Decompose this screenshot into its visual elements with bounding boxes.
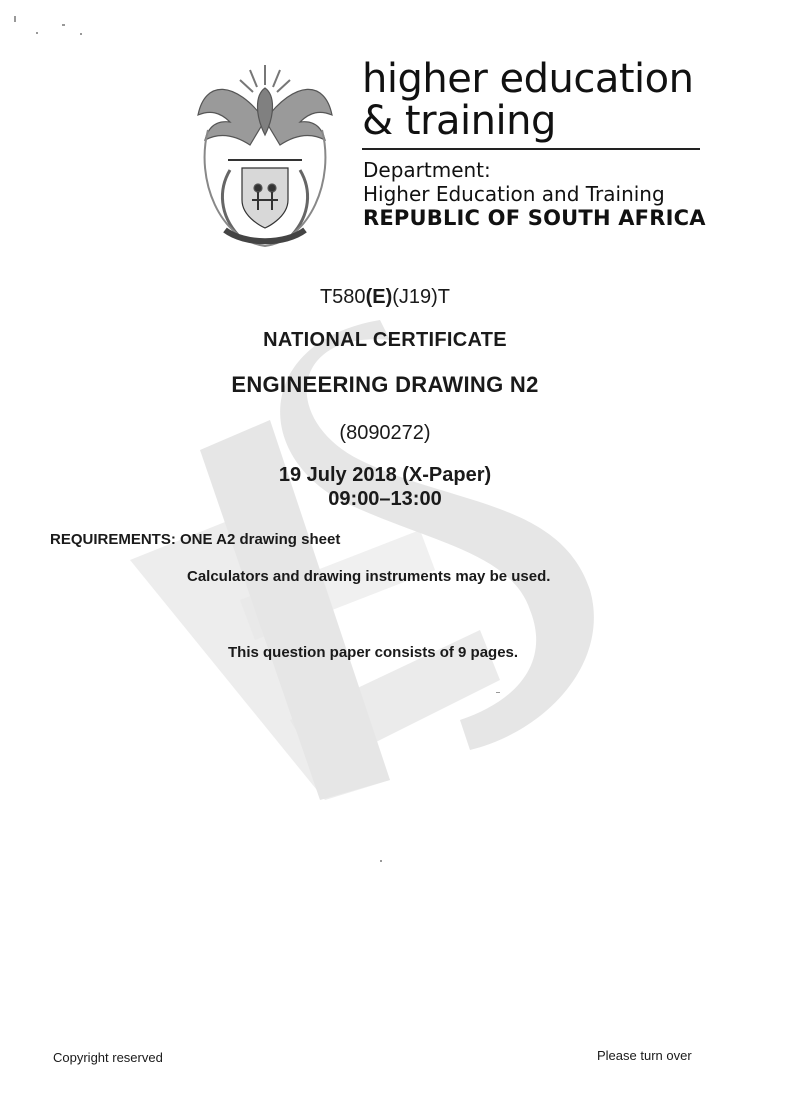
turn-over-footer: Please turn over xyxy=(597,1048,692,1063)
page-count-note: This question paper consists of 9 pages. xyxy=(228,644,519,661)
calculators-note: Calculators and drawing instruments may be used. xyxy=(187,568,551,585)
exam-date: 19 July 2018 (X-Paper) xyxy=(278,464,492,486)
exam-time: 09:00–13:00 xyxy=(328,488,442,510)
paper-code-suffix: (J19)T xyxy=(392,286,451,308)
paper-code-prefix: T580 xyxy=(319,286,366,308)
department-name: Higher Education and Training xyxy=(363,182,665,206)
certificate-title: NATIONAL CERTIFICATE xyxy=(263,329,507,351)
copyright-footer: Copyright reserved xyxy=(53,1050,163,1065)
subject-code: (8090272) xyxy=(339,422,431,444)
country-name: REPUBLIC OF SOUTH AFRICA xyxy=(363,206,706,230)
south-africa-coat-of-arms-icon xyxy=(190,60,340,250)
paper-code-language: (E) xyxy=(365,286,393,308)
subject-title: ENGINEERING DRAWING N2 xyxy=(231,372,539,397)
department-label: Department: xyxy=(363,158,491,182)
brand-divider xyxy=(362,148,700,150)
brand-name-line2: & training xyxy=(362,98,556,144)
brand-name-line1: higher education xyxy=(362,56,694,102)
paper-code xyxy=(0,286,770,309)
requirements-note: REQUIREMENTS: ONE A2 drawing sheet xyxy=(50,531,341,548)
